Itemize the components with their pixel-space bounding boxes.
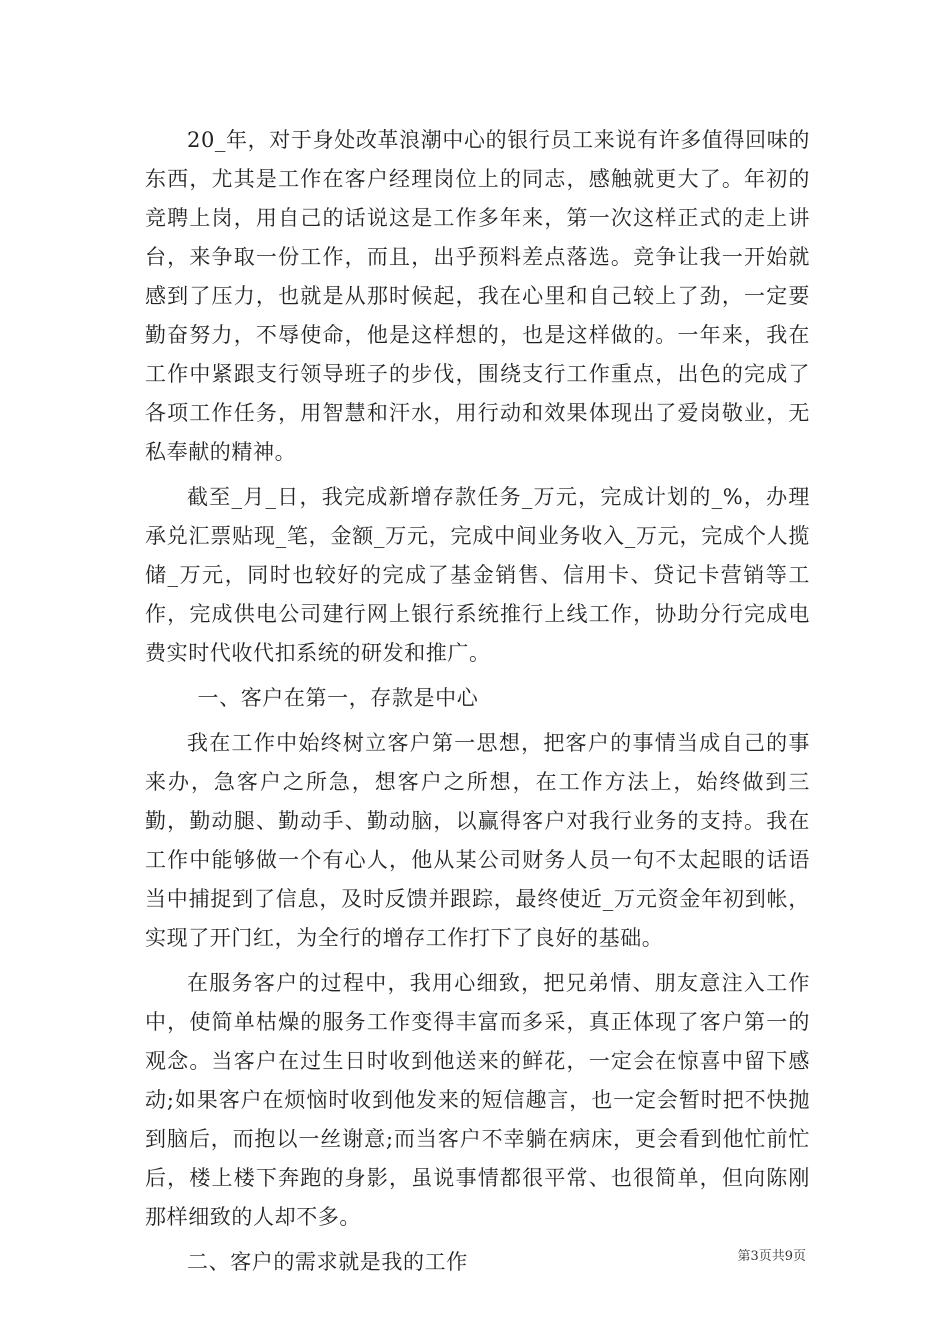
section-heading-2: 二、客户的需求就是我的工作	[187, 1250, 468, 1274]
paragraph-1: 20_年，对于身处改革浪潮中心的银行员工来说有许多值得回味的东西，尤其是工作在客户经理岗位上的同志，感触就更大了。年初的竞聘上岗，用自己的话说这是工作多年来，第一次这样正式的走上讲台，来争取一份工作，而且，出乎预料差点落选。竞争让我一开始就感到了压力，也就是从那时候起，我在心里和自己较上了劲，一定要勤奋努力，不辱使命，他是这样想的，也是这样做的。一年来，我在工作中紧跟支行领导班子的步伐，围绕支行工作重点，出色的完成了各项工作任务，用智慧和汗水，用行动和效果体现出了爱岗敬业，无私奉献的精神。	[145, 128, 810, 464]
document-body	[145, 121, 810, 1282]
page-number: 第3页共9页	[737, 1249, 806, 1264]
paragraph-3: 我在工作中始终树立客户第一思想，把客户的事情当成自己的事来办，急客户之所急，想客户之所想，在工作方法上，始终做到三勤，勤动腿、勤动手、勤动脑，以赢得客户对我行业务的支持。我在工作中能够做一个有心人，他从某公司财务人员一句不太起眼的话语当中捕捉到了信息，及时反馈并跟踪，最终使近_万元资金年初到帐，实现了开门红，为全行的增存工作打下了良好的基础。	[145, 731, 810, 950]
section-heading-1: 一、客户在第一，存款是中心	[197, 686, 479, 710]
paragraph-2: 截至_月_日，我完成新增存款任务_万元，完成计划的_%，办理承兑汇票贴现_笔，金额_万元，完成中间业务收入_万元，完成个人揽储_万元，同时也较好的完成了基金销售、信用卡、贷记卡营销等工作，完成供电公司建行网上银行系统推行上线工作，协助分行完成电费实时代收代扣系统的研发和推广。	[145, 485, 810, 665]
paragraph-4: 在服务客户的过程中，我用心细致，把兄弟情、朋友意注入工作中，使简单枯燥的服务工作变得丰富而多采，真正体现了客户第一的观念。当客户在过生日时收到他送来的鲜花，一定会在惊喜中留下感动;如果客户在烦恼时收到他发来的短信趣言，也一定会暂时把不快抛到脑后，而抱以一丝谢意;而当客户不幸躺在病床，更会看到他忙前忙后，楼上楼下奔跑的身影，虽说事情都很平常、也很简单，但向陈刚那样细致的人却不多。	[145, 971, 810, 1229]
